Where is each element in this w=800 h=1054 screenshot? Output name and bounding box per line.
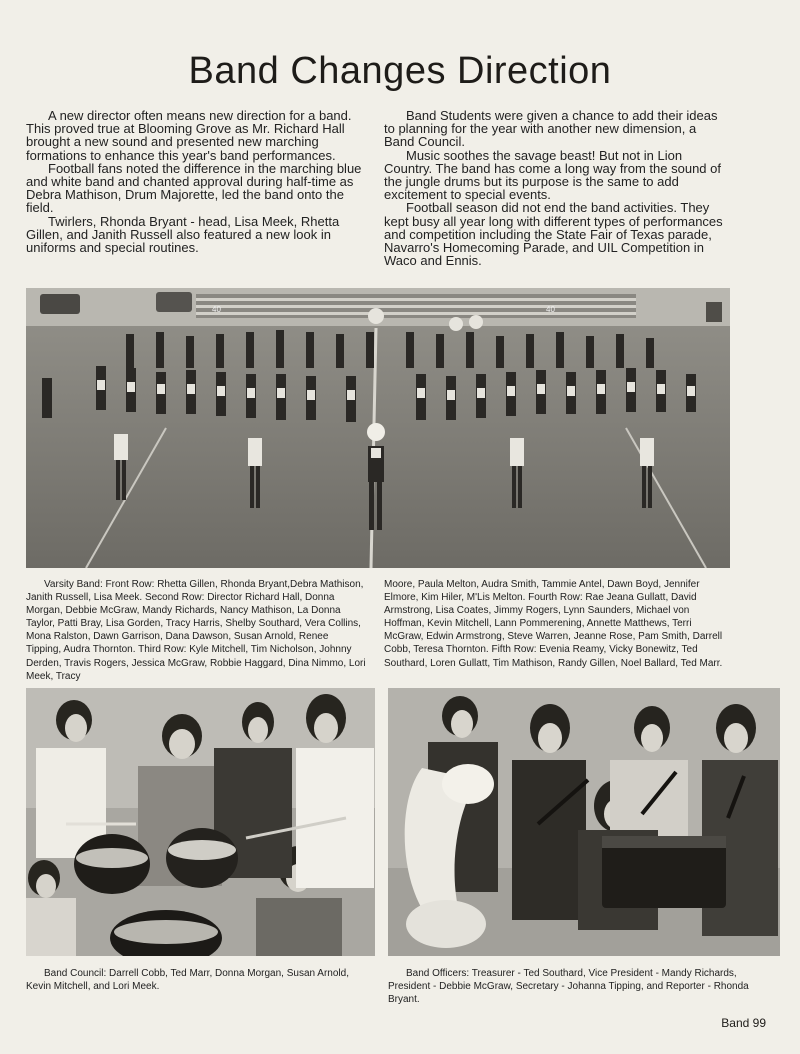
body-column-left xyxy=(26,109,362,254)
caption-text: Varsity Band: Front Row: Rhetta Gillen, Rhonda Bryant,Debra Mathison, Janith Russell, Lisa Meek. Second Row: Director Richard Hall, Donna Morgan, Debbie McGraw, Mandy Richards, Nancy Mathison, La Donna Taylor, Patti Bray, Lisa Gorden, Tracy Harris, Shelby Southard, Vera Collins, Mona Ralston, Dawn Garrison, Dana Dawson, Susan Arnold, Renee Tipping, Audra Thornton. Third Row: Kyle Mitchell, Tim Nicholson, Johnny Derden, Travis Rogers, Jessica McGraw, Robbie Haggard, Dina Nimmo, Lori Meek, Tracy xyxy=(26,579,366,682)
caption-text: Moore, Paula Melton, Audra Smith, Tammie Antel, Dawn Boyd, Jennifer Elmore, Kim Hiler, M'Lis Melton. Fourth Row: Rae Jeana Gullatt, David Armstrong, Lisa Coates, Jimmy Rogers, Lynn Saunders, Michael von Hoffman, Kevin Mitchell, Lann Pommerening, Annette Matthews, Terri McGraw, Edwin Armstrong, Steve Warren, Jeanne Rose, Pam Smith, Darrell Cobb, Teresa Thornton. Fifth Row: Evenia Reamy, Vicky Bonewitz, Ted Southard, Loren Gullatt, Tim Mathison, Randy Gillen, Noel Ballard, Ted Marr. xyxy=(384,579,723,669)
body-paragraph: Football fans noted the difference in the marching blue and white band and chanted approval during half-time as Debra Mathison, Drum Majorette, led the band onto the field. xyxy=(26,160,362,216)
band-officers-caption xyxy=(388,967,778,1006)
body-paragraph: Football season did not end the band activities. They kept busy all year long with different types of performances and competition including the State Fair of Texas parade, Navarro's Homecoming Parade, and UIL Competition in Waco and Ennis. xyxy=(384,200,723,269)
band-council-caption xyxy=(26,967,374,993)
varsity-band-photo xyxy=(26,288,730,568)
page-title: Band Changes Direction xyxy=(188,50,612,92)
body-paragraph: Twirlers, Rhonda Bryant - head, Lisa Meek, Rhetta Gillen, and Janith Russell also featured a new look in uniforms and special routines. xyxy=(26,213,340,256)
band-council-photo xyxy=(26,688,375,956)
varsity-band-image xyxy=(26,288,730,568)
body-paragraph: A new director often means new direction for a band. This proved true at Blooming Grove as Mr. Richard Hall brought a new sound and presented new marching formations to enhance this year's band performances. xyxy=(26,108,352,163)
yard-marker: 40 xyxy=(546,305,555,314)
varsity-caption-right xyxy=(384,578,730,670)
body-paragraph: Band Students were given a chance to add their ideas to planning for the year with another new dimension, a Band Council. xyxy=(384,108,718,150)
band-officers-photo xyxy=(388,688,780,956)
varsity-caption-left xyxy=(26,578,366,683)
page-number: Band 99 xyxy=(721,1016,766,1030)
yard-marker: 40 xyxy=(212,305,221,314)
band-officers-image xyxy=(388,688,780,956)
body-paragraph: Music soothes the savage beast! But not in Lion Country. The band has come a long way from the sound of the jungle drums but its purpose is the same to add excitement to special events. xyxy=(384,147,721,203)
caption-text: Band Officers: Treasurer - Ted Southard, Vice President - Mandy Richards, President - Debbie McGraw, Secretary - Johanna Tipping, and Reporter - Rhonda Bryant. xyxy=(388,968,749,1006)
body-column-right xyxy=(384,109,730,267)
caption-text: Band Council: Darrell Cobb, Ted Marr, Donna Morgan, Susan Arnold, Kevin Mitchell, and Lori Meek. xyxy=(26,968,349,993)
band-council-image xyxy=(26,688,375,956)
